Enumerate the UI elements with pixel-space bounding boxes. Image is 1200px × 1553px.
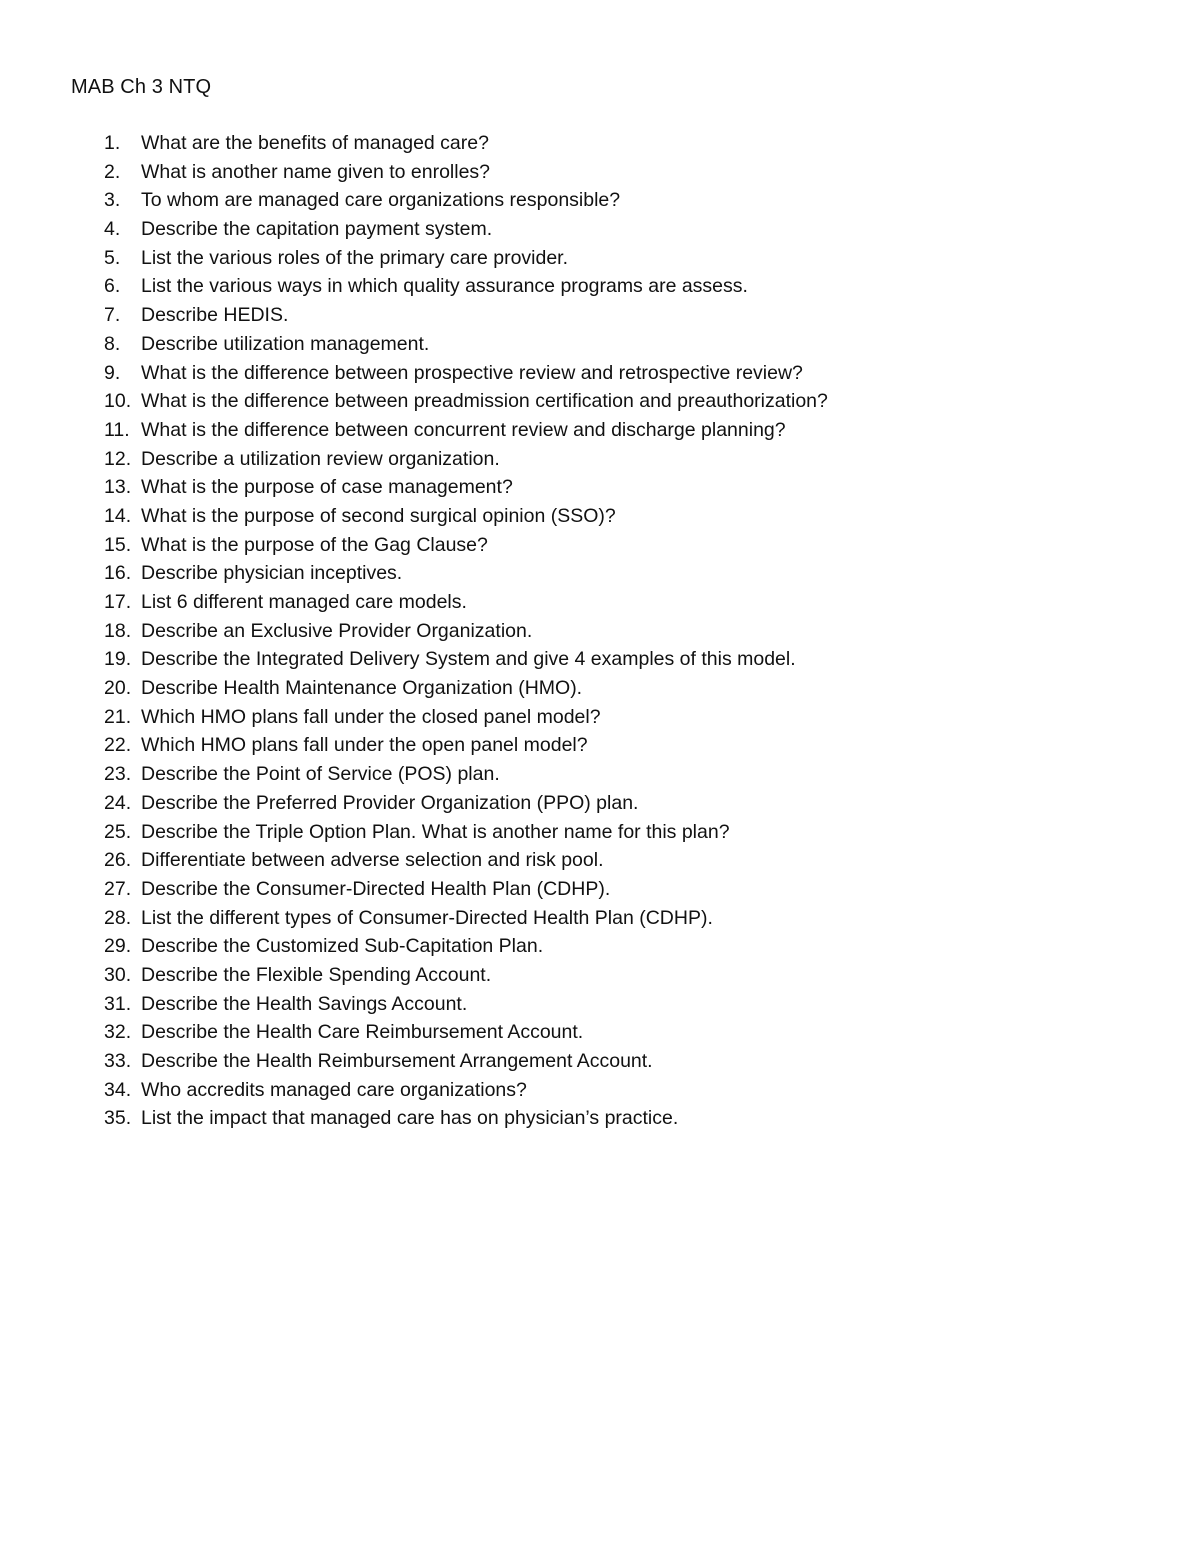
question-number: 2. (104, 160, 121, 183)
question-text: Describe HEDIS. (141, 304, 289, 327)
question-item (104, 1104, 828, 1133)
question-text: List the impact that managed care has on physician’s practice. (141, 1107, 679, 1130)
question-text: Describe the Health Care Reimbursement Account. (141, 1021, 584, 1044)
question-item (104, 445, 828, 474)
question-item (104, 703, 828, 732)
question-text: Which HMO plans fall under the closed panel model? (141, 705, 601, 728)
question-text: List the various ways in which quality assurance programs are assess. (141, 275, 748, 298)
question-text: What are the benefits of managed care? (141, 132, 489, 154)
question-text: Which HMO plans fall under the open panel model? (141, 734, 588, 757)
question-number: 31. (104, 992, 132, 1015)
question-text: Describe a utilization review organization. (141, 447, 500, 470)
question-text: Describe the Preferred Provider Organization (PPO) plan. (141, 791, 639, 814)
question-item (104, 244, 828, 273)
question-item (104, 846, 828, 875)
question-item (104, 990, 828, 1019)
question-item (104, 1018, 828, 1047)
question-item (104, 674, 828, 703)
question-text: What is the purpose of the Gag Clause? (141, 533, 488, 556)
question-item (104, 961, 828, 990)
question-number: 19. (104, 648, 132, 671)
question-text: Describe physician inceptives. (141, 562, 403, 585)
question-item (104, 158, 828, 187)
question-item (104, 731, 828, 760)
question-item (104, 129, 828, 158)
question-text: What is the difference between preadmission certification and preauthorization? (141, 390, 828, 413)
question-number: 26. (104, 849, 132, 872)
question-number: 1. (104, 132, 121, 154)
question-item (104, 789, 828, 818)
question-number: 20. (104, 677, 132, 700)
question-number: 9. (104, 361, 121, 384)
question-item (104, 186, 828, 215)
question-item (104, 932, 828, 961)
document-title: MAB Ch 3 NTQ (71, 76, 212, 98)
question-text: Describe the Health Savings Account. (141, 992, 468, 1015)
question-number: 22. (104, 734, 132, 757)
question-text: What is another name given to enrolles? (141, 160, 491, 183)
question-text: Describe the Consumer-Directed Health Plan (CDHP). (141, 877, 611, 900)
question-number: 5. (104, 246, 121, 269)
question-text: Describe the Triple Option Plan. What is another name for this plan? (141, 820, 730, 843)
question-item (104, 359, 828, 388)
question-number: 30. (104, 963, 132, 986)
question-item (104, 617, 828, 646)
question-item (104, 1047, 828, 1076)
question-text: Who accredits managed care organizations? (141, 1078, 527, 1101)
question-number: 24. (104, 791, 132, 814)
question-number: 16. (104, 562, 132, 585)
question-number: 3. (104, 189, 121, 212)
question-item (104, 387, 828, 416)
question-text: What is the difference between prospective review and retrospective review? (141, 361, 803, 384)
question-item (104, 215, 828, 244)
question-number: 27. (104, 877, 132, 900)
question-number: 8. (104, 332, 121, 355)
question-text: Describe the Point of Service (POS) plan. (141, 763, 500, 786)
question-number: 32. (104, 1021, 132, 1044)
question-number: 18. (104, 619, 132, 642)
question-number: 10. (104, 390, 132, 413)
question-text: List the various roles of the primary care provider. (141, 246, 569, 269)
question-number: 33. (104, 1050, 132, 1072)
question-text: Describe the capitation payment system. (141, 218, 493, 241)
question-item (104, 531, 828, 560)
question-item (104, 1076, 828, 1105)
question-number: 13. (104, 476, 132, 499)
question-number: 25. (104, 820, 132, 843)
question-item (104, 416, 828, 445)
question-text: Differentiate between adverse selection and risk pool. (141, 849, 604, 872)
question-list (104, 129, 828, 1133)
question-item (104, 760, 828, 789)
question-number: 15. (104, 533, 132, 556)
question-number: 21. (104, 705, 132, 728)
question-item (104, 904, 828, 933)
question-text: What is the purpose of case management? (141, 476, 513, 499)
question-item (104, 272, 828, 301)
question-number: 17. (104, 591, 132, 613)
question-number: 6. (104, 275, 121, 298)
question-item (104, 330, 828, 359)
question-number: 28. (104, 906, 132, 929)
question-number: 35. (104, 1107, 132, 1130)
question-number: 7. (104, 304, 121, 327)
question-text: What is the purpose of second surgical opinion (SSO)? (141, 504, 616, 527)
question-text: Describe the Integrated Delivery System and give 4 examples of this model. (141, 648, 796, 671)
question-number: 34. (104, 1078, 132, 1101)
question-text: What is the difference between concurrent review and discharge planning? (141, 418, 786, 441)
question-number: 11. (104, 418, 130, 441)
question-item (104, 473, 828, 502)
question-text: Describe the Flexible Spending Account. (141, 963, 492, 986)
question-number: 14. (104, 504, 132, 527)
question-text: Describe the Customized Sub-Capitation Plan. (141, 935, 544, 958)
question-text: Describe utilization management. (141, 332, 430, 355)
question-text: Describe an Exclusive Provider Organization. (141, 619, 533, 642)
question-item (104, 559, 828, 588)
question-text: List 6 different managed care models. (141, 591, 467, 613)
question-item (104, 588, 828, 617)
question-number: 29. (104, 935, 132, 958)
question-item (104, 645, 828, 674)
question-text: Describe the Health Reimbursement Arrangement Account. (141, 1050, 653, 1072)
question-number: 23. (104, 763, 132, 786)
question-text: Describe Health Maintenance Organization (HMO). (141, 677, 583, 700)
question-item (104, 502, 828, 531)
question-item (104, 818, 828, 847)
question-item (104, 875, 828, 904)
question-number: 4. (104, 218, 121, 241)
question-text: To whom are managed care organizations responsible? (141, 189, 621, 212)
question-text: List the different types of Consumer-Directed Health Plan (CDHP). (141, 906, 713, 929)
question-number: 12. (104, 447, 132, 470)
question-item (104, 301, 828, 330)
